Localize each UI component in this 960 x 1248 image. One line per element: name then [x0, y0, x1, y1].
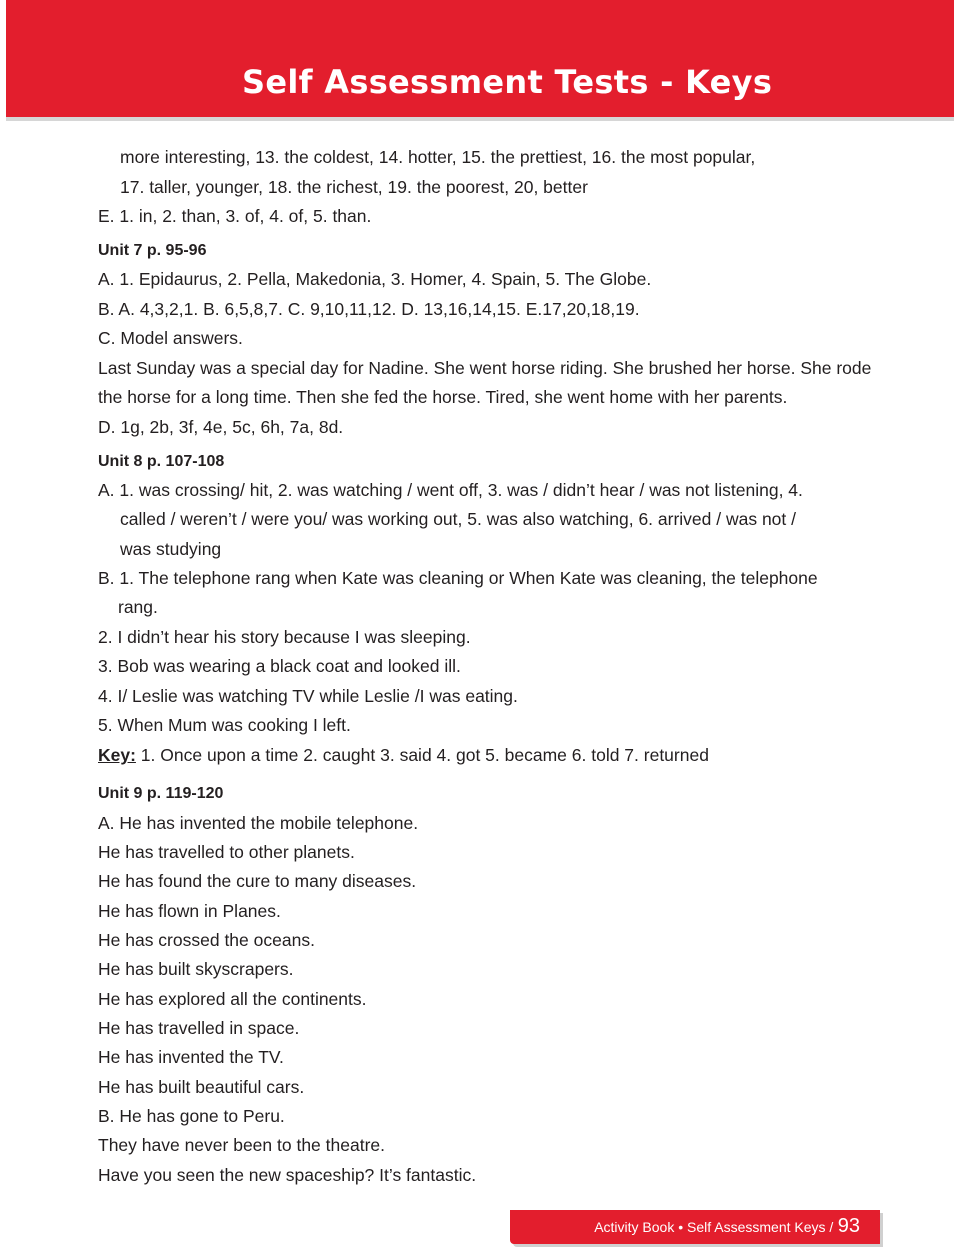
- key-answers: 1. Once upon a time 2. caught 3. said 4. got 5. became 6. told 7. returned: [135, 745, 709, 765]
- section-heading-unit-7: Unit 7 p. 95-96: [98, 242, 207, 259]
- text-line: more interesting, 13. the coldest, 14. hotter, 15. the prettiest, 16. the most popular,: [120, 147, 756, 167]
- section-heading-unit-8: Unit 8 p. 107-108: [98, 453, 225, 470]
- text-line: He has travelled in space.: [98, 1018, 300, 1038]
- text-line: He has crossed the oceans.: [98, 930, 315, 950]
- text-line: 3. Bob was wearing a black coat and looked ill.: [98, 656, 461, 676]
- text-line: B. 1. The telephone rang when Kate was cleaning or When Kate was cleaning, the telephone: [98, 568, 818, 588]
- text-line: E. 1. in, 2. than, 3. of, 4. of, 5. than.: [98, 206, 372, 226]
- page-header-band: [6, 0, 954, 117]
- section-heading-unit-9: Unit 9 p. 119-120: [98, 785, 224, 802]
- text-line: He has built skyscrapers.: [98, 959, 294, 979]
- text-line: He has invented the TV.: [98, 1047, 284, 1067]
- text-line: They have never been to the theatre.: [98, 1135, 385, 1155]
- text-line: 2. I didn’t hear his story because I was sleeping.: [98, 627, 471, 647]
- text-line: A. 1. Epidaurus, 2. Pella, Makedonia, 3. Homer, 4. Spain, 5. The Globe.: [98, 269, 652, 289]
- text-line: was studying: [120, 539, 222, 559]
- text-line: A. 1. was crossing/ hit, 2. was watching / went off, 3. was / didn’t hear / was not listening, 4.: [98, 480, 803, 500]
- text-line: 5. When Mum was cooking I left.: [98, 715, 351, 735]
- page-number: 93: [837, 1215, 860, 1237]
- text-line: Last Sunday was a special day for Nadine. She went horse riding. She brushed her horse. She rode: [98, 358, 872, 378]
- text-line: B. He has gone to Peru.: [98, 1106, 285, 1126]
- text-line: 4. I/ Leslie was watching TV while Leslie /I was eating.: [98, 686, 518, 706]
- text-line: rang.: [118, 597, 158, 617]
- text-line: called / weren’t / were you/ was working out, 5. was also watching, 6. arrived / was not /: [120, 509, 797, 529]
- text-line: C. Model answers.: [98, 328, 243, 348]
- text-line: Have you seen the new spaceship? It’s fantastic.: [98, 1165, 477, 1185]
- page-title: Self Assessment Tests - Keys: [242, 63, 773, 101]
- text-line: He has explored all the continents.: [98, 989, 367, 1009]
- text-line: He has flown in Planes.: [98, 901, 281, 921]
- text-line: B. A. 4,3,2,1. B. 6,5,8,7. C. 9,10,11,12. D. 13,16,14,15. E.17,20,18,19.: [98, 299, 640, 319]
- footer-text: [594, 1215, 860, 1238]
- footer-label: Activity Book • Self Assessment Keys /: [594, 1219, 834, 1235]
- page-footer: [510, 1210, 880, 1244]
- key-label: Key:: [98, 745, 136, 765]
- text-line: D. 1g, 2b, 3f, 4e, 5c, 6h, 7a, 8d.: [98, 417, 344, 437]
- text-line: the horse for a long time. Then she fed the horse. Tired, she went home with her parents.: [98, 387, 788, 407]
- text-line: A. He has invented the mobile telephone.: [98, 813, 419, 833]
- key-line: [98, 744, 709, 766]
- text-line: He has travelled to other planets.: [98, 842, 355, 862]
- text-line: He has found the cure to many diseases.: [98, 871, 417, 891]
- text-line: 17. taller, younger, 18. the richest, 19. the poorest, 20, better: [120, 177, 588, 197]
- text-line: He has built beautiful cars.: [98, 1077, 305, 1097]
